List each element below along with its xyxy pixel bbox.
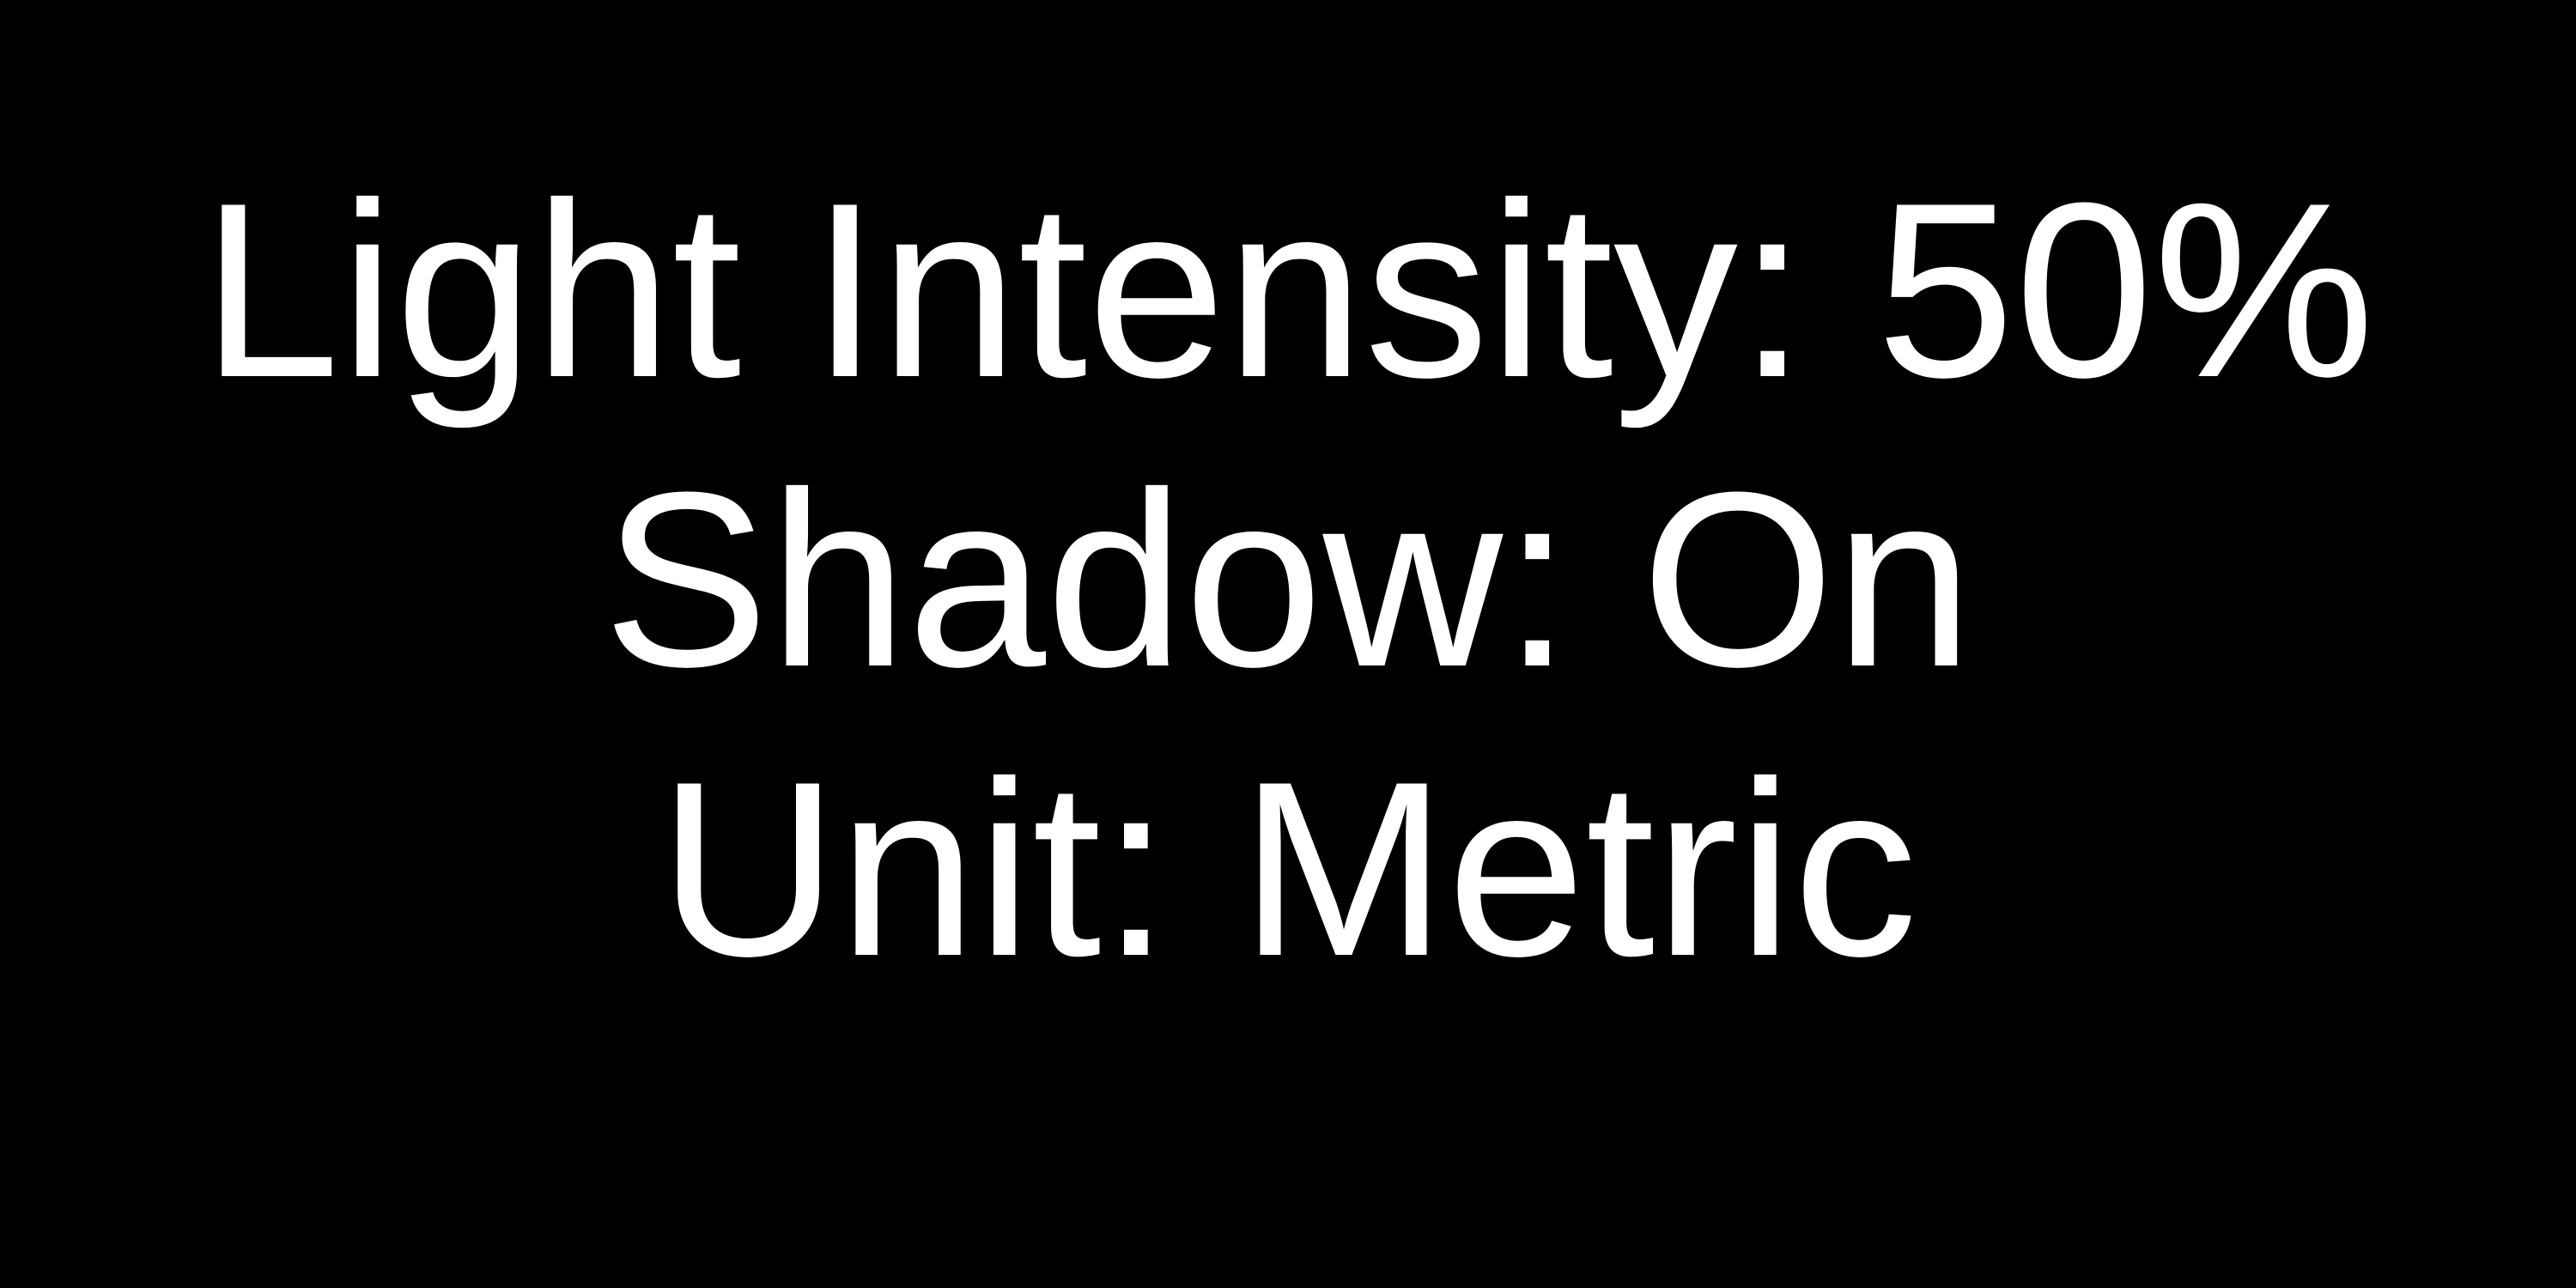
shadow-status-text: Shadow: On bbox=[603, 440, 1973, 719]
light-intensity-text: Light Intensity: 50% bbox=[201, 151, 2375, 429]
unit-setting-text: Unit: Metric bbox=[658, 730, 1918, 1008]
